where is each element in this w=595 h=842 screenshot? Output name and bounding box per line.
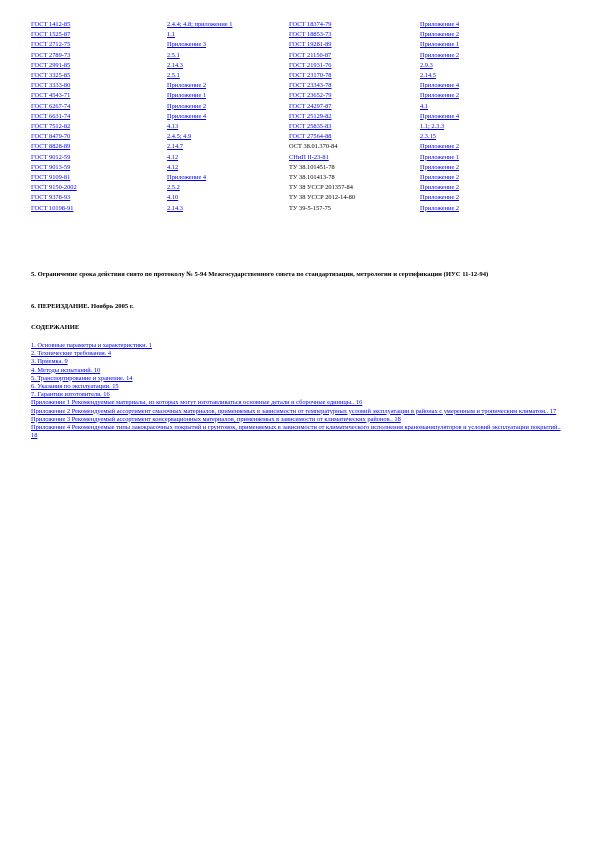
clause-link[interactable]: 2.14.7 — [167, 143, 183, 151]
standard-link[interactable]: ГОСТ 2789-73 — [31, 51, 71, 59]
table-row — [31, 163, 540, 173]
standard-link[interactable]: ГОСТ 8828-89 — [31, 143, 71, 151]
clause-cell[interactable] — [420, 173, 540, 183]
clause-cell[interactable] — [420, 142, 540, 152]
standard-link[interactable]: ГОСТ 10198-91 — [31, 204, 74, 212]
references-table — [31, 20, 540, 214]
clause-cell[interactable] — [420, 61, 540, 71]
table-row — [31, 40, 540, 50]
standard-cell[interactable] — [289, 81, 420, 91]
clause-cell[interactable] — [420, 163, 540, 173]
table-row — [31, 173, 540, 183]
clause-cell[interactable] — [167, 112, 289, 122]
clause-link[interactable]: 1.1 — [167, 31, 175, 39]
standard-cell[interactable] — [31, 81, 167, 91]
clause-cell[interactable] — [420, 40, 540, 50]
clause-cell[interactable] — [420, 193, 540, 203]
table-row — [31, 30, 540, 40]
standard-cell[interactable] — [31, 102, 167, 112]
table-row — [31, 142, 540, 152]
paragraph-6: 6. ПЕРЕИЗДАНИЕ. Ноябрь 2005 г. — [31, 303, 134, 310]
clause-cell[interactable] — [167, 91, 289, 101]
standard-link[interactable]: ГОСТ 19281-89 — [289, 41, 332, 49]
standard-cell[interactable] — [289, 51, 420, 61]
clause-link[interactable]: 2.14.3 — [167, 204, 183, 212]
standard-link[interactable]: ГОСТ 25129-82 — [289, 112, 332, 120]
clause-link[interactable]: 2.9.3 — [420, 61, 433, 69]
standard-link[interactable]: ГОСТ 24297-87 — [289, 102, 332, 110]
clause-cell[interactable] — [167, 71, 289, 81]
toc-link[interactable]: 1. Основные параметры и характеристики. 1 — [31, 342, 152, 349]
clause-cell[interactable] — [167, 40, 289, 50]
clause-cell[interactable] — [420, 71, 540, 81]
clause-link[interactable]: Приложение 2 — [420, 194, 460, 202]
clause-cell[interactable] — [167, 61, 289, 71]
clause-link[interactable]: Приложение 2 — [420, 92, 460, 100]
standard-cell[interactable] — [31, 91, 167, 101]
clause-link[interactable]: 2.3.15 — [420, 133, 436, 141]
clause-cell[interactable] — [420, 51, 540, 61]
standard-cell[interactable] — [31, 153, 167, 163]
clause-link[interactable]: Приложение 3 — [167, 41, 207, 49]
clause-cell[interactable] — [420, 91, 540, 101]
table-row — [31, 204, 540, 214]
standard-link[interactable]: ГОСТ 9378-93 — [31, 194, 71, 202]
toc-link[interactable]: 6. Указания по эксплуатации. 15 — [31, 383, 119, 391]
clause-link[interactable]: 1.1; 2.3.3 — [420, 123, 445, 131]
clause-link[interactable]: Приложение 4 — [420, 21, 460, 28]
clause-cell[interactable] — [420, 30, 540, 40]
clause-cell[interactable] — [167, 204, 289, 214]
standard-cell[interactable] — [31, 163, 167, 173]
table-row — [31, 91, 540, 101]
standard-cell[interactable] — [31, 142, 167, 152]
clause-cell[interactable] — [167, 51, 289, 61]
clause-cell[interactable] — [167, 193, 289, 203]
standard-cell[interactable] — [289, 61, 420, 71]
clause-link[interactable]: 4.12 — [167, 153, 179, 161]
clause-cell[interactable] — [167, 132, 289, 142]
standard-cell[interactable] — [31, 71, 167, 81]
standard-cell[interactable] — [289, 112, 420, 122]
standard-cell[interactable] — [31, 20, 167, 30]
standard-cell[interactable] — [31, 204, 167, 214]
standard-link[interactable]: ГОСТ 1525-87 — [31, 31, 71, 39]
table-row — [31, 132, 540, 142]
clause-cell[interactable] — [420, 20, 540, 30]
clause-link[interactable]: Приложение 2 — [420, 31, 460, 39]
table-row — [31, 183, 540, 193]
clause-cell[interactable] — [167, 102, 289, 112]
standard-cell[interactable] — [289, 71, 420, 81]
clause-link[interactable]: Приложение 4 — [167, 112, 207, 120]
toc-link[interactable]: 4. Методы испытаний. 10 — [31, 366, 101, 374]
toc-link[interactable]: 2. Технические требования. 4 — [31, 350, 112, 358]
toc-link[interactable]: Приложение 3 Рекомендуемый ассортимент консервационных материалов, применяемых в зависимости от климатических районов.. 18 — [31, 415, 401, 423]
clause-link[interactable]: 2.5.1 — [167, 51, 180, 59]
standard-link[interactable]: ГОСТ 9013-59 — [31, 163, 71, 171]
standard-link[interactable]: ГОСТ 1412-85 — [31, 21, 71, 28]
table-row — [31, 61, 540, 71]
toc-title: СОДЕРЖАНИЕ — [31, 324, 80, 331]
clause-cell[interactable] — [167, 183, 289, 193]
clause-cell[interactable] — [167, 142, 289, 152]
table-of-contents — [31, 342, 561, 440]
toc-link[interactable]: Приложение 4 Рекомендуемые типы лакокрасочных покрытий и грунтовок, применяемых в зависимости от климатического исполнения краноманипуляторов и условий эксплуатации покрытий.. 18 — [31, 424, 561, 440]
standard-link[interactable]: ГОСТ 23652-79 — [289, 92, 332, 100]
clause-cell[interactable] — [167, 163, 289, 173]
paragraph-5: 5. Ограничение срока действия снято по протоколу № 5-94 Межгосударственного совета по стандартизации, метрологии и сертификации (ИУС 11-12-94) — [31, 271, 489, 278]
standard-cell[interactable] — [31, 112, 167, 122]
standard-cell — [289, 163, 420, 173]
clause-link[interactable]: Приложение 2 — [420, 51, 460, 59]
standard-cell[interactable] — [31, 40, 167, 50]
clause-cell[interactable] — [420, 153, 540, 163]
clause-link[interactable]: 2.4.5; 4.9 — [167, 133, 192, 141]
clause-link[interactable]: Приложение 4 — [420, 112, 460, 120]
standard-cell[interactable] — [31, 173, 167, 183]
clause-link[interactable]: Приложение 4 — [420, 82, 460, 90]
clause-link[interactable]: Приложение 2 — [420, 143, 460, 151]
standard-link[interactable]: ГОСТ 6267-74 — [31, 102, 71, 110]
standard-link[interactable]: ГОСТ 2712-75 — [31, 41, 71, 49]
standard-link[interactable]: ГОСТ 9109-81 — [31, 174, 71, 182]
standard-cell[interactable] — [289, 30, 420, 40]
standard-link[interactable]: ГОСТ 21931-76 — [289, 61, 332, 69]
clause-link[interactable]: Приложение 2 — [420, 184, 460, 192]
clause-cell[interactable] — [420, 132, 540, 142]
clause-cell[interactable] — [167, 30, 289, 40]
clause-link[interactable]: 4.13 — [167, 123, 179, 131]
clause-cell[interactable] — [420, 122, 540, 132]
standard-link[interactable]: ГОСТ 23343-78 — [289, 82, 332, 90]
standard-link[interactable]: ГОСТ 27564-88 — [289, 133, 332, 141]
standard-link[interactable]: ГОСТ 23170-78 — [289, 72, 332, 80]
standard-link[interactable]: ГОСТ 7512-82 — [31, 123, 71, 131]
table-row — [31, 20, 540, 30]
standard-link[interactable]: ГОСТ 6631-74 — [31, 112, 71, 120]
standard-text: ТУ 39-5-157-75 — [289, 204, 331, 212]
standard-text: ОСТ 38.01.370-84 — [289, 143, 338, 151]
clause-cell[interactable] — [420, 81, 540, 91]
clause-link[interactable]: Приложение 1 — [420, 41, 460, 49]
toc-link[interactable]: Приложение 2 Рекомендуемый ассортимент смазочных материалов, применяемых в зависимости от температурных условий эксплуатации в районах с умеренным и тропическим климатом.. 17 — [31, 407, 557, 415]
clause-cell[interactable] — [420, 204, 540, 214]
clause-link[interactable]: 4.10 — [167, 194, 179, 202]
clause-cell[interactable] — [167, 122, 289, 132]
table-row — [31, 153, 540, 163]
clause-cell[interactable] — [420, 102, 540, 112]
standard-text: ТУ 38.101451-78 — [289, 163, 335, 171]
clause-link[interactable]: Приложение 2 — [167, 82, 207, 90]
toc-link[interactable]: 5. Транспортирование и хранение. 14 — [31, 374, 133, 382]
clause-link[interactable]: Приложение 2 — [420, 163, 460, 171]
standard-link[interactable]: ГОСТ 8479-70 — [31, 133, 71, 141]
standard-cell[interactable] — [289, 132, 420, 142]
standard-link[interactable]: ГОСТ 21150-87 — [289, 51, 332, 59]
clause-link[interactable]: Приложение 1 — [420, 153, 460, 161]
standard-cell[interactable] — [289, 91, 420, 101]
standard-cell — [289, 183, 420, 193]
clause-cell[interactable] — [167, 173, 289, 183]
standard-cell[interactable] — [31, 122, 167, 132]
standard-link[interactable]: ГОСТ 9012-59 — [31, 153, 71, 161]
standard-link[interactable]: СНиП II-23-81 — [289, 153, 329, 161]
clause-link[interactable]: 4.1 — [420, 102, 428, 110]
clause-link[interactable]: 2.14.3 — [167, 61, 183, 69]
clause-link[interactable]: Приложение 2 — [420, 204, 460, 212]
table-row — [31, 122, 540, 132]
clause-link[interactable]: 2.5.2 — [167, 184, 180, 192]
standard-link[interactable]: ГОСТ 4543-71 — [31, 92, 71, 100]
standard-link[interactable]: ГОСТ 18374-79 — [289, 21, 332, 28]
standard-text: ТУ 38 УССР 2012-14-80 — [289, 194, 356, 202]
table-row — [31, 71, 540, 81]
table-row — [31, 81, 540, 91]
standard-link[interactable]: ГОСТ 3333-80 — [31, 82, 71, 90]
standard-cell[interactable] — [31, 183, 167, 193]
standard-link[interactable]: ГОСТ 18853-73 — [289, 31, 332, 39]
clause-cell[interactable] — [420, 183, 540, 193]
standard-cell[interactable] — [289, 153, 420, 163]
table-row — [31, 112, 540, 122]
standard-link[interactable]: ГОСТ 25835-83 — [289, 123, 332, 131]
standard-cell[interactable] — [31, 51, 167, 61]
clause-link[interactable]: Приложение 2 — [420, 174, 460, 182]
standard-cell[interactable] — [31, 193, 167, 203]
standard-text: ТУ 38 УССР 201357-84 — [289, 184, 353, 192]
standard-link[interactable]: ГОСТ 3325-85 — [31, 72, 71, 80]
clause-link[interactable]: Приложение 1 — [167, 92, 207, 100]
standard-link[interactable]: ГОСТ 2991-85 — [31, 61, 71, 69]
toc-link[interactable]: 3. Приемка. 9 — [31, 358, 68, 366]
clause-link[interactable]: Приложение 2 — [167, 102, 207, 110]
standard-cell — [289, 193, 420, 203]
standard-cell — [289, 173, 420, 183]
toc-link[interactable]: 7. Гарантии изготовителя. 16 — [31, 391, 110, 399]
clause-link[interactable]: 2.14.5 — [420, 72, 436, 80]
table-row — [31, 102, 540, 112]
clause-link[interactable]: Приложение 4 — [167, 174, 207, 182]
table-row — [31, 193, 540, 203]
standard-text: ТУ 38.101413-78 — [289, 174, 335, 182]
standard-cell[interactable] — [31, 132, 167, 142]
standard-cell[interactable] — [31, 61, 167, 71]
toc-link[interactable]: Приложение 1 Рекомендуемые материалы, из которых могут изготавливаться основные детали и сборочные единицы.. 16 — [31, 399, 363, 407]
clause-cell[interactable] — [167, 20, 289, 30]
standard-link[interactable]: ГОСТ 9150-2002 — [31, 184, 77, 192]
clause-cell[interactable] — [167, 153, 289, 163]
standard-cell — [289, 142, 420, 152]
clause-cell[interactable] — [420, 112, 540, 122]
standard-cell[interactable] — [289, 40, 420, 50]
table-row — [31, 51, 540, 61]
standard-cell[interactable] — [289, 102, 420, 112]
clause-link[interactable]: 2.5.1 — [167, 72, 180, 80]
clause-link[interactable]: 4.12 — [167, 163, 179, 171]
standard-cell[interactable] — [289, 20, 420, 30]
standard-cell[interactable] — [31, 30, 167, 40]
standard-cell[interactable] — [289, 122, 420, 132]
clause-cell[interactable] — [167, 81, 289, 91]
standard-cell — [289, 204, 420, 214]
clause-link[interactable]: 2.4.4; 4.8; приложение 1 — [167, 21, 233, 28]
